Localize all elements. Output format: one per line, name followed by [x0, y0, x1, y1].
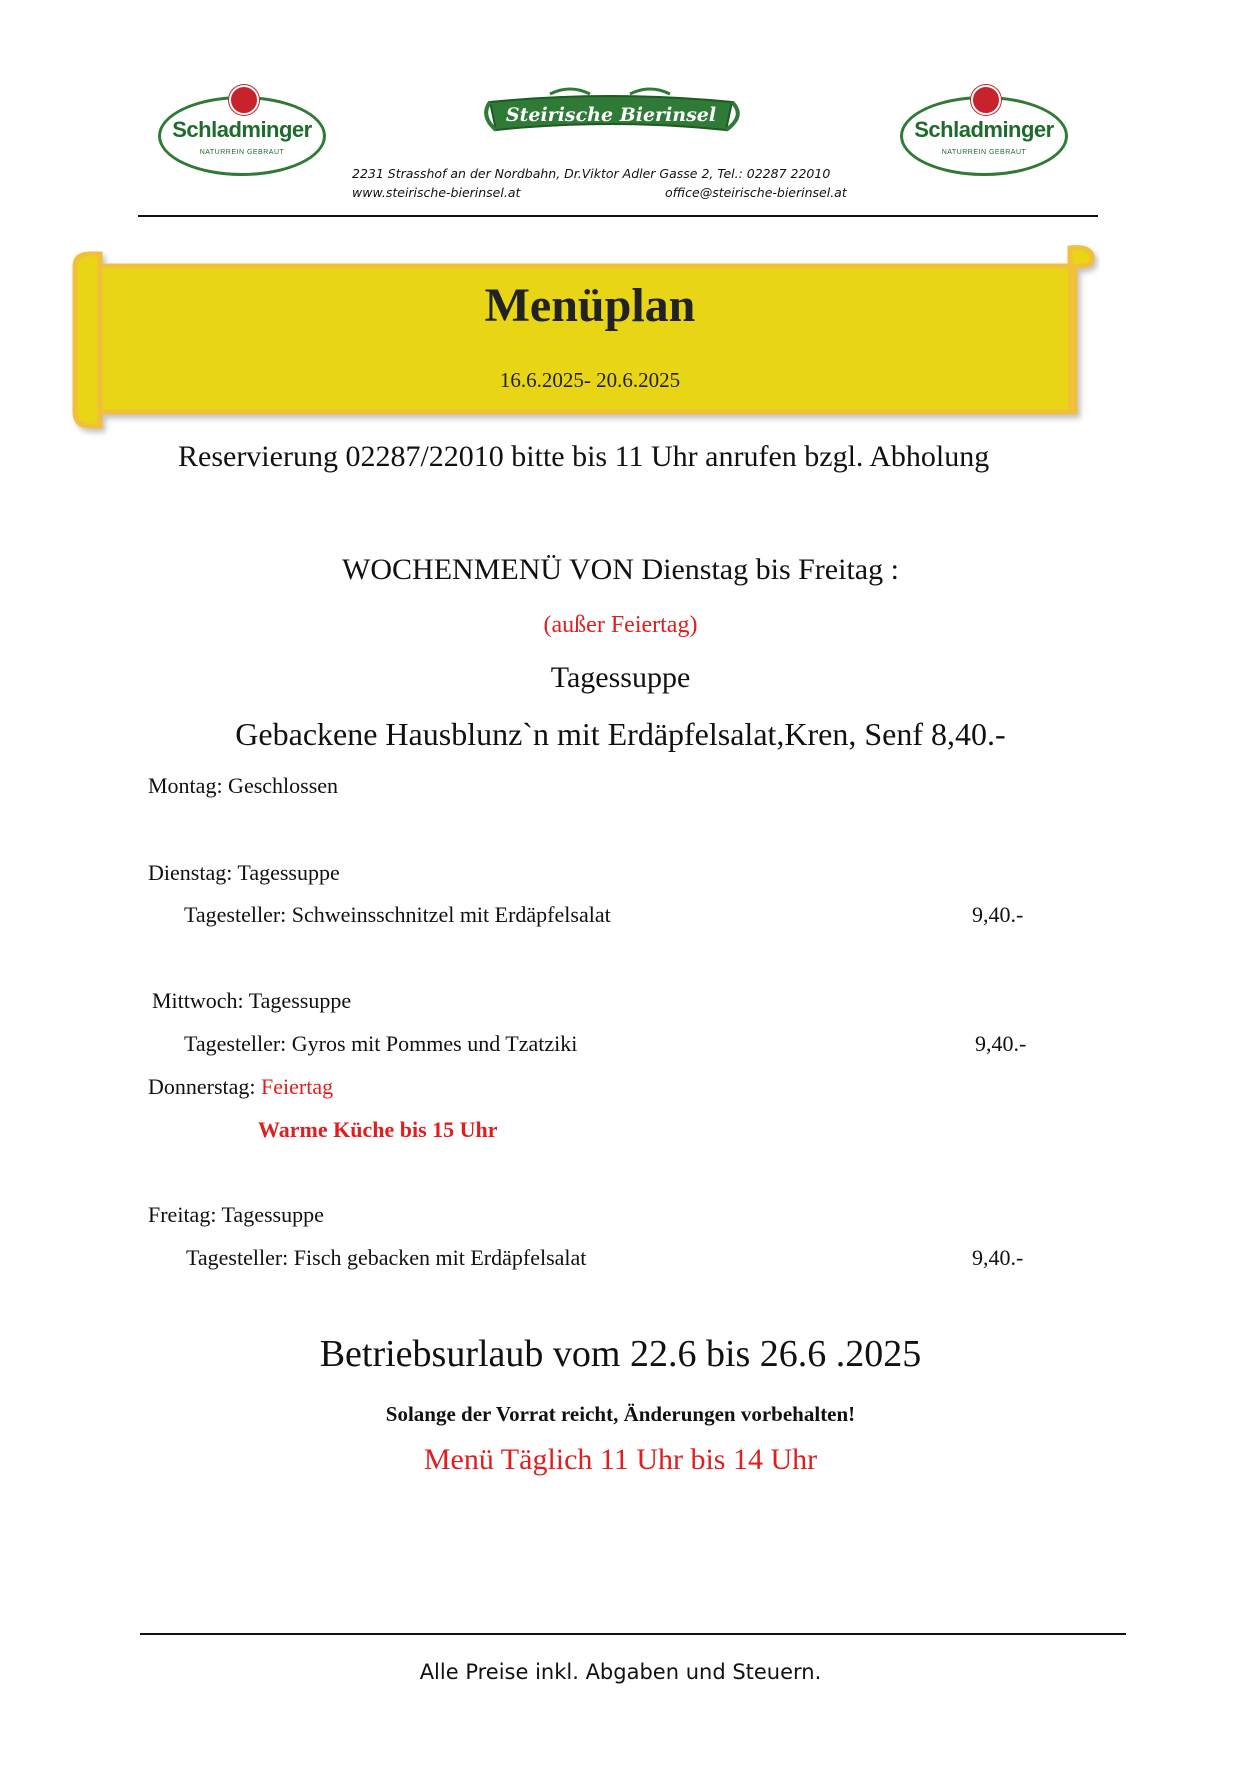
- monday-line: Montag: Geschlossen: [148, 773, 339, 798]
- logo-tagline: NATURREIN GEBRAUT: [199, 149, 285, 156]
- address-line: 2231 Strasshof an der Nordbahn, Dr.Viktor Adler Gasse 2, Tel.: 02287 22010: [352, 166, 831, 181]
- thursday-kitchen-note: Warme Küche bis 15 Uhr: [258, 1117, 498, 1142]
- date-range: 16.6.2025- 20.6.2025: [499, 368, 681, 392]
- wednesday-dish: Tagesteller: Gyros mit Pommes und Tzatziki: [184, 1031, 578, 1056]
- email-link[interactable]: office@steirische-bierinsel.at: [665, 185, 847, 200]
- tuesday-price: 9,40.-: [972, 902, 1024, 927]
- weekly-exception: (außer Feiertag): [543, 612, 698, 638]
- vacation-notice: Betriebsurlaub vom 22.6 bis 26.6 .2025: [319, 1333, 922, 1375]
- opening-hours: Menü Täglich 11 Uhr bis 14 Uhr: [423, 1443, 818, 1476]
- footer-divider: [140, 1633, 1126, 1635]
- weekly-menu-heading: WOCHENMENÜ VON Dienstag bis Freitag :: [342, 553, 899, 586]
- logo-brand-text: Schladminger: [914, 117, 1054, 142]
- disclaimer: Solange der Vorrat reicht, Änderungen vorbehalten!: [385, 1402, 856, 1426]
- crest-icon: [971, 85, 1001, 115]
- tuesday-soup: Dienstag: Tagessuppe: [148, 860, 340, 885]
- wednesday-price: 9,40.-: [975, 1031, 1027, 1056]
- footer-note: Alle Preise inkl. Abgaben und Steuern.: [419, 1660, 822, 1684]
- logo-brand-text: Schladminger: [172, 117, 312, 142]
- schladminger-logo-right: [900, 96, 1068, 176]
- page-title: Menüplan: [484, 279, 696, 332]
- reservation-note: Reservierung 02287/22010 bitte bis 11 Uhr anrufen bzgl. Abholung: [178, 440, 990, 473]
- title-scroll: [70, 236, 1100, 440]
- weekly-soup: Tagessuppe: [550, 661, 691, 694]
- logo-tagline: NATURREIN GEBRAUT: [941, 149, 1027, 156]
- wednesday-soup: Mittwoch: Tagessuppe: [152, 988, 352, 1013]
- weekly-dish: Gebackene Hausblunz`n mit Erdäpfelsalat,Kren, Senf 8,40.-: [235, 716, 1006, 752]
- banner-text: Steirische Bierinsel: [505, 104, 717, 126]
- friday-price: 9,40.-: [972, 1245, 1024, 1270]
- header-divider: [138, 215, 1098, 217]
- website-link[interactable]: www.steirische-bierinsel.at: [352, 185, 521, 200]
- holiday-label: Feiertag: [261, 1074, 334, 1099]
- thursday-label: Donnerstag:: [148, 1074, 262, 1099]
- crest-icon: [229, 85, 259, 115]
- tuesday-dish: Tagesteller: Schweinsschnitzel mit Erdäpfelsalat: [184, 902, 611, 927]
- friday-dish: Tagesteller: Fisch gebacken mit Erdäpfelsalat: [186, 1245, 587, 1270]
- thursday-line: [148, 1074, 333, 1100]
- friday-soup: Freitag: Tagessuppe: [148, 1202, 324, 1227]
- schladminger-logo-left: [158, 96, 326, 176]
